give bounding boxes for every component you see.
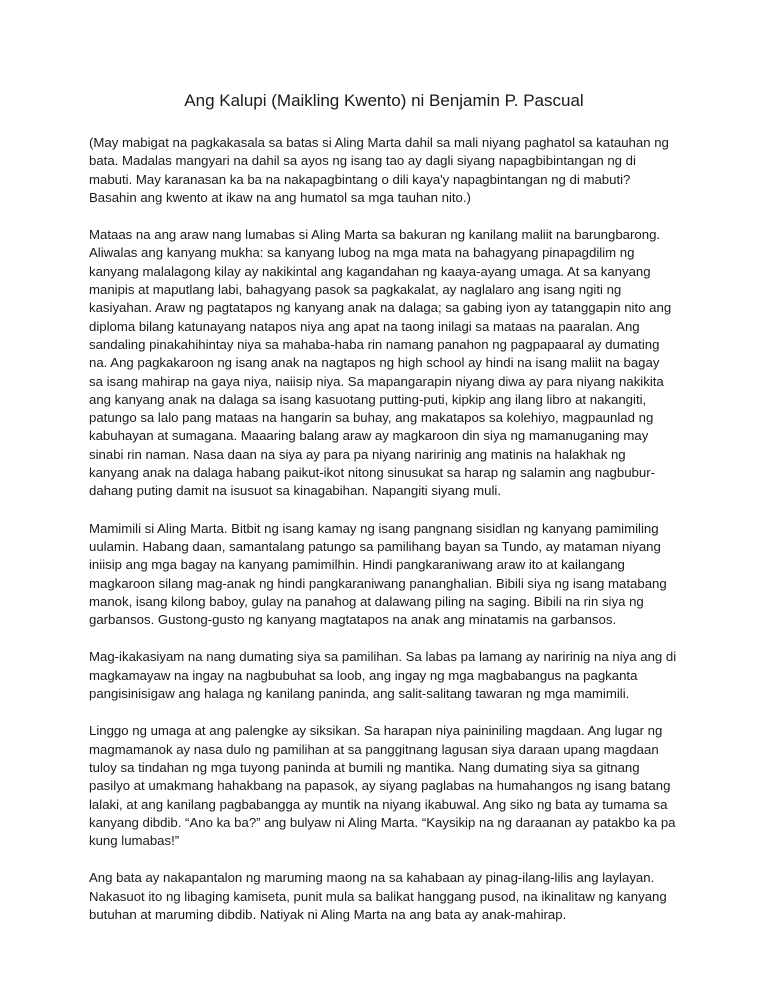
text-line: tuloy sa tindahan ng mga tuyong paninda at bumili ng mantika. Nang dumating siya sa gitnang — [89, 759, 640, 775]
text-line: Mataas na ang araw nang lumabas si Aling Marta sa bakuran ng kanilang maliit na barungbarong. — [89, 227, 661, 243]
text-line: magkaroon silang mag-anak ng hindi pangkaraniwang pananghalian. Bibili siya ng isang matabang — [89, 575, 667, 591]
text-line: kasiyahan. Araw ng pagtatapos ng kanyang anak na dalaga; sa gabing iyon ay tatanggapin nito ang — [89, 300, 672, 316]
text-line: diploma bilang katunayang natapos niya ang apat na taong inilagi sa mataas na paaralan. Ang — [89, 318, 640, 334]
document-body — [89, 134, 689, 943]
text-line: Mag-ikakasiyam na nang dumating siya sa pamilihan. Sa labas pa lamang ay naririnig na niya ang di — [89, 649, 677, 665]
text-line: Ang bata ay nakapantalon ng maruming maong na sa kahabaan ay pinag-ilang-lilis ang laylayan. — [89, 870, 655, 886]
text-line: Basahin ang kwento at ikaw na ang humatol sa mga tauhan nito.) — [89, 189, 471, 205]
text-line: garbansos. Gustong-gusto ng kanyang magtatapos na anak ang minatamis na garbansos. — [89, 612, 617, 628]
text-line: kung lumabas!” — [89, 833, 180, 849]
paragraph-6 — [89, 869, 689, 924]
text-line: sa isang mahirap na gaya niya, naiisip niya. Sa mapangarapin niyang diwa ay para niyang nakikita — [89, 373, 664, 389]
text-line: lalaki, at ang kanilang pagbabangga ay muntik na niyang ikabuwal. Ang siko ng bata ay tumama sa — [89, 796, 668, 812]
text-line: Mamimili si Aling Marta. Bitbit ng isang kamay ng isang pangnang sisidlan ng kanyang pamimiling — [89, 520, 659, 536]
paragraph-3 — [89, 520, 689, 630]
text-line: sandaling pinakahihintay niya sa mahaba-haba rin namang panahon ng pagpapaaral ay dumating — [89, 336, 660, 352]
text-line: pasilyo at umakmang hahakbang na papasok, ay siyang paglabas na humahangos ng isang batang — [89, 778, 671, 794]
text-line: butuhan at maruming dibdib. Natiyak ni Aling Marta na ang bata ay anak-mahirap. — [89, 906, 567, 922]
document-title: Ang Kalupi (Maikling Kwento) ni Benjamin P. Pascual — [184, 91, 584, 110]
paragraph-5 — [89, 722, 689, 850]
text-line: kanyang anak na dalaga habang paikut-ikot nitong sinusukat sa harap ng salamin ang nagbubur- — [89, 465, 655, 481]
paragraph-1 — [89, 134, 689, 207]
text-line: Aliwalas ang kanyang mukha: sa kanyang lubog na mga mata na bahagyang pinapagdilim ng — [89, 245, 635, 261]
text-line: dahang puting damit na isusuot sa kinagabihan. Napangiti siyang muli. — [89, 483, 502, 499]
text-line: Linggo ng umaga at ang palengke ay siksikan. Sa harapan niya paininiling magdaan. Ang lugar ng — [89, 723, 663, 739]
text-line: magkamayaw na ingay na nagbubuhat sa loob, ang ingay ng mga magbabangus na pagkanta — [89, 667, 638, 683]
text-line: sinabi rin naman. Nasa daan na siya ay para pa niyang naririnig ang matinis na halakhak ng — [89, 446, 626, 462]
text-line: kabuhayan at sumagana. Maaaring balang araw ay magkaroon din siya ng mamanuganing may — [89, 428, 649, 444]
text-line: uulamin. Habang daan, samantalang patungo sa pamilihang bayan sa Tundo, ay mataman niyang — [89, 538, 661, 554]
text-line: bata. Madalas mangyari na dahil sa ayos ng isang tao ay dagli siyang napagbibintangan ng di — [89, 153, 636, 169]
text-line: mabuti. May karanasan ka ba na nakapagbintang o dili kaya'y napagbintangan ng di mabuti? — [89, 171, 631, 187]
text-line: na. Ang pagkakaroon ng isang anak na nagtapos ng high school ay hindi na isang maliit na bagay — [89, 355, 660, 371]
text-line: Nakasuot ito ng libaging kamiseta, punit mula sa balikat hanggang pusod, na ikinalitaw ng kanyang — [89, 888, 667, 904]
text-line: kanyang malalagong kilay ay nakikintal ang kagandahan ng kaaya-ayang umaga. At sa kanyang — [89, 263, 651, 279]
paragraph-2 — [89, 226, 689, 500]
text-line: iniisip ang mga bagay na kanyang pamimilhin. Hindi pangkaraniwang araw ito at kailangang — [89, 557, 625, 573]
paragraph-4 — [89, 648, 689, 703]
text-line: manipis at maputlang labi, bahagyang pasok sa pagkakalat, ay naglalaro ang isang ngiti ng — [89, 282, 622, 298]
text-line: pangisinisigaw ang halaga ng kanilang paninda, ang salit-salitang tawaran ng mga mamimili. — [89, 686, 630, 702]
text-line: manok, isang kilong baboy, gulay na panahog at dalawang piling na saging. Bibili na rin siya ng — [89, 593, 644, 609]
text-line: kanyang dibdib. “Ano ka ba?” ang bulyaw ni Aling Marta. “Kaysikip na ng daraanan ay patakbo ka pa — [89, 814, 676, 830]
text-line: (May mabigat na pagkakasala sa batas si Aling Marta dahil sa mali niyang paghatol sa katauhan ng — [89, 135, 669, 150]
text-line: magmamanok ay nasa dulo ng pamilihan at sa panggitnang lagusan siya daraan upang magdaan — [89, 741, 659, 757]
text-line: patungo sa lalo pang mataas na hangarin sa buhay, ang makatapos sa kolehiyo, magpaunlad ng — [89, 410, 654, 426]
text-line: ang kanyang anak na dalaga sa isang kasuotang putting-puti, kipkip ang ilang libro at nakangiti, — [89, 391, 647, 407]
